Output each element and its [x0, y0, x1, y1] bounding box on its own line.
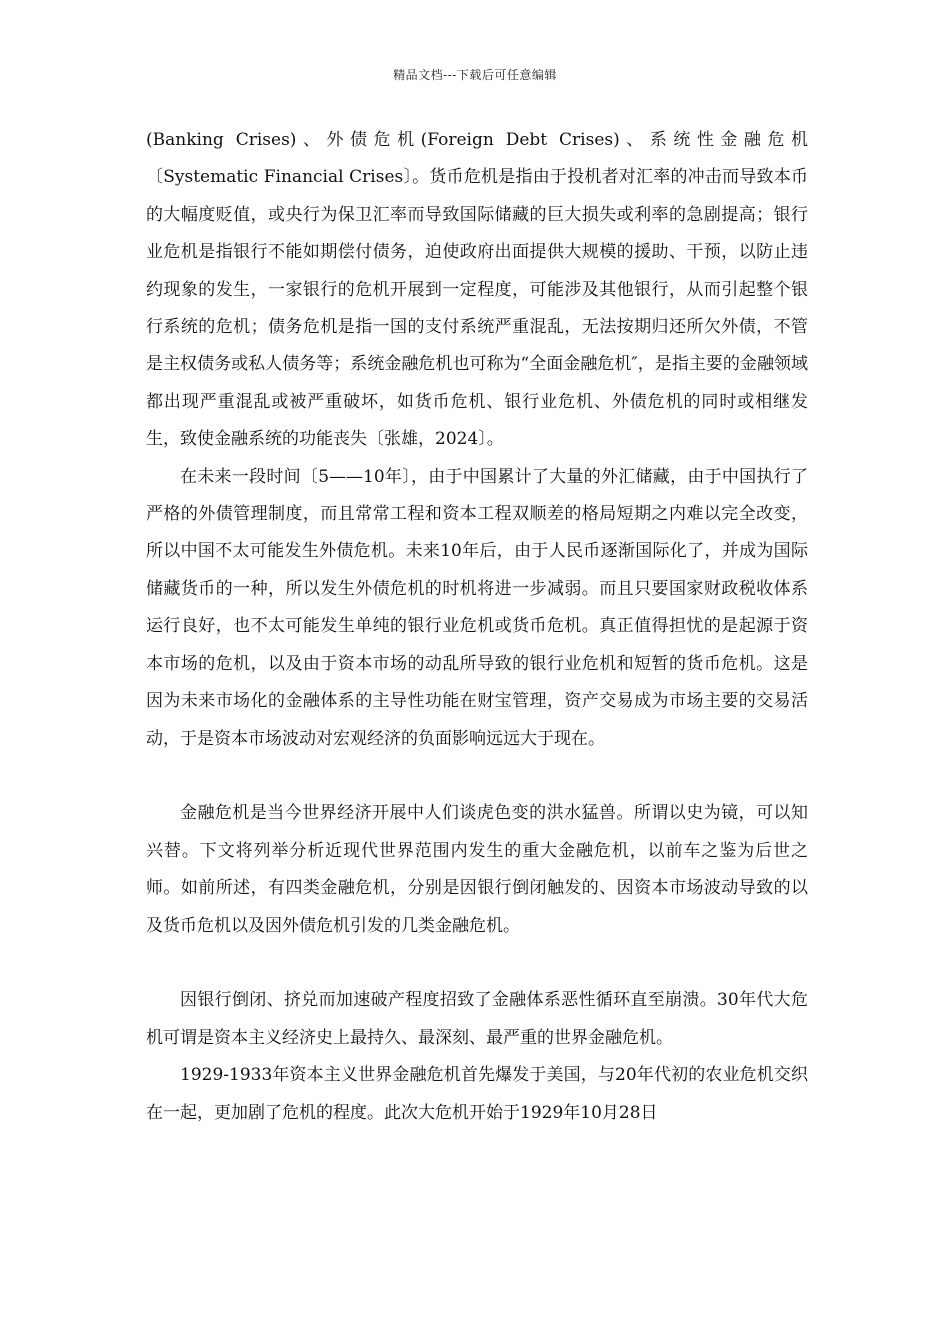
paragraph-crisis-types: (Banking Crises)、外债危机(Foreign Debt Crises)、系统性金融危机〔Systematic Financial Crises〕。货币危机是指由于投机者对汇率的冲击而导致本币的大幅度贬值，或央行为保卫汇率而导致国际储藏的巨大损失或利率的急剧提高；银行业危机是指银行不能如期偿付债务，迫使政府出面提供大规模的援助、干预，以防止违约现象的发生，一家银行的危机开展到一定程度，可能涉及其他银行，从而引起整个银行系统的危机；债务危机是指一国的支付系统严重混乱，无法按期归还所欠外债，不管是主权债务或私人债务等；系统金融危机也可称为“全面金融危机″，是指主要的金融领域都出现严重混乱或被严重破坏，如货币危机、银行业危机、外债危机的同时或相继发生，致使金融系统的功能丧失〔张雄，2024〕。	[146, 130, 808, 450]
paragraph-great-depression: 1929-1933年资本主义世界金融危机首先爆发于美国，与20年代初的农业危机交织在一起，更加剧了危机的程度。此次大危机开始于1929年10月28日	[146, 1065, 808, 1123]
paragraph-china-outlook: 在未来一段时间〔5——10年〕，由于中国累计了大量的外汇储藏，由于中国执行了严格的外债管理制度，而且常常工程和资本工程双顺差的格局短期之内难以完全改变，所以中国不太可能发生外债危机。未来10年后，由于人民币逐渐国际化了，并成为国际储藏货币的一种，所以发生外债危机的时机将进一步减弱。而且只要国家财政税收体系运行良好，也不太可能发生单纯的银行业危机或货币危机。真正值得担忧的是起源于资本市场的危机，以及由于资本市场的动乱所导致的银行业危机和短暂的货币危机。这是因为未来市场化的金融体系的主导性功能在财宝管理，资产交易成为市场主要的交易活动，于是资本市场波动对宏观经济的负面影响远远大于现在。	[146, 466, 808, 749]
paragraph-bank-failure: 因银行倒闭、挤兑而加速破产程度招致了金融体系恶性循环直至崩溃。30年代大危机可谓是资本主义经济史上最持久、最深刻、最严重的世界金融危机。	[146, 990, 808, 1048]
page-header: 精品文档---下载后可任意编辑	[393, 68, 557, 82]
document-body	[146, 122, 808, 1132]
paragraph-history-intro: 金融危机是当今世界经济开展中人们谈虎色变的洪水猛兽。所谓以史为镜，可以知兴替。下文将列举分析近现代世界范围内发生的重大金融危机，以前车之鉴为后世之师。如前所述，有四类金融危机，分别是因银行倒闭触发的、因资本市场波动导致的以及货币危机以及因外债危机引发的几类金融危机。	[146, 803, 808, 936]
